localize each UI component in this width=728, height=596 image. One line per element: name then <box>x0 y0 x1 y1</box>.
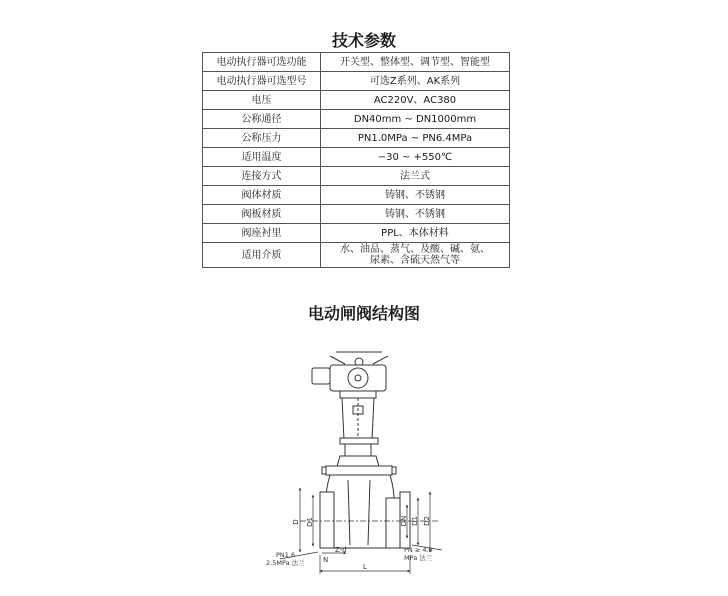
spec-key: 电动执行器可选型号 <box>203 72 321 91</box>
spec-value-line: 水、油品、蒸气、及酸、碱、氨、 <box>340 244 490 255</box>
electric-actuator <box>312 352 388 398</box>
spec-value: 可选Z系列、AK系列 <box>321 72 510 91</box>
bolt-right <box>392 467 396 474</box>
left-flange <box>320 492 334 548</box>
spec-key: 适用温度 <box>203 148 321 167</box>
spec-key: 电动执行器可选功能 <box>203 53 321 72</box>
body-outline <box>326 475 394 548</box>
spec-key: 公称通径 <box>203 110 321 129</box>
actuator-base <box>340 391 376 398</box>
bracket-right <box>372 398 374 440</box>
spec-value-line: 尿素、含硫天然气等 <box>370 255 460 266</box>
dim-label-d1-right: D1 <box>411 516 419 526</box>
spec-value: PN1.0MPa ~ PN6.4MPa <box>321 129 510 148</box>
spec-value: 铸钢、不锈钢 <box>321 205 510 224</box>
spec-key: 阀板材质 <box>203 205 321 224</box>
spec-value: 铸钢、不锈钢 <box>321 186 510 205</box>
spec-key: 公称压力 <box>203 129 321 148</box>
right-flange-neck <box>386 498 400 548</box>
bonnet-flange <box>326 466 392 475</box>
bolt-left <box>322 467 326 474</box>
dim-label-n: N <box>323 556 329 564</box>
dim-label-d2: D2 <box>423 516 431 526</box>
pn-left-line1: PN1.6 <box>276 551 296 559</box>
actuator-housing <box>330 365 386 391</box>
dim-label-d1-left: D1 <box>306 517 314 527</box>
pn-right-line2: MPa 法兰 <box>404 554 433 562</box>
spec-key: 连接方式 <box>203 167 321 186</box>
spec-value: 开关型、整体型、调节型、智能型 <box>321 53 510 72</box>
yoke-plate <box>340 438 378 444</box>
valve-body <box>300 475 440 548</box>
spec-value: DN40mm ~ DN1000mm <box>321 110 510 129</box>
spec-key: 电压 <box>203 91 321 110</box>
packing-gland <box>345 444 371 456</box>
spec-key: 阀体材质 <box>203 186 321 205</box>
spec-key: 阀座衬里 <box>203 224 321 243</box>
diagram-section-title: 电动闸阀结构图 <box>307 304 420 323</box>
spec-value: 法兰式 <box>321 167 510 186</box>
motor <box>312 368 330 384</box>
dim-label-dn: DN <box>400 515 408 527</box>
dim-label-l: L <box>363 563 367 571</box>
bracket-and-stem <box>322 398 396 475</box>
spec-value: AC220V、AC380 <box>321 91 510 110</box>
spec-key: 适用介质 <box>203 243 321 268</box>
spec-value: PPL、本体材料 <box>321 224 510 243</box>
spec-section-title: 技术参数 <box>331 31 396 50</box>
dim-label-z-d: Z-d <box>335 546 347 554</box>
pn-right-line1: PN ≥ 4.0 <box>404 546 433 554</box>
dim-label-d-left: D <box>292 519 300 525</box>
bracket-left <box>342 398 344 440</box>
pn-left-line2: 2.5MPa 法兰 <box>266 559 305 567</box>
spec-value: −30 ~ +550℃ <box>321 148 510 167</box>
